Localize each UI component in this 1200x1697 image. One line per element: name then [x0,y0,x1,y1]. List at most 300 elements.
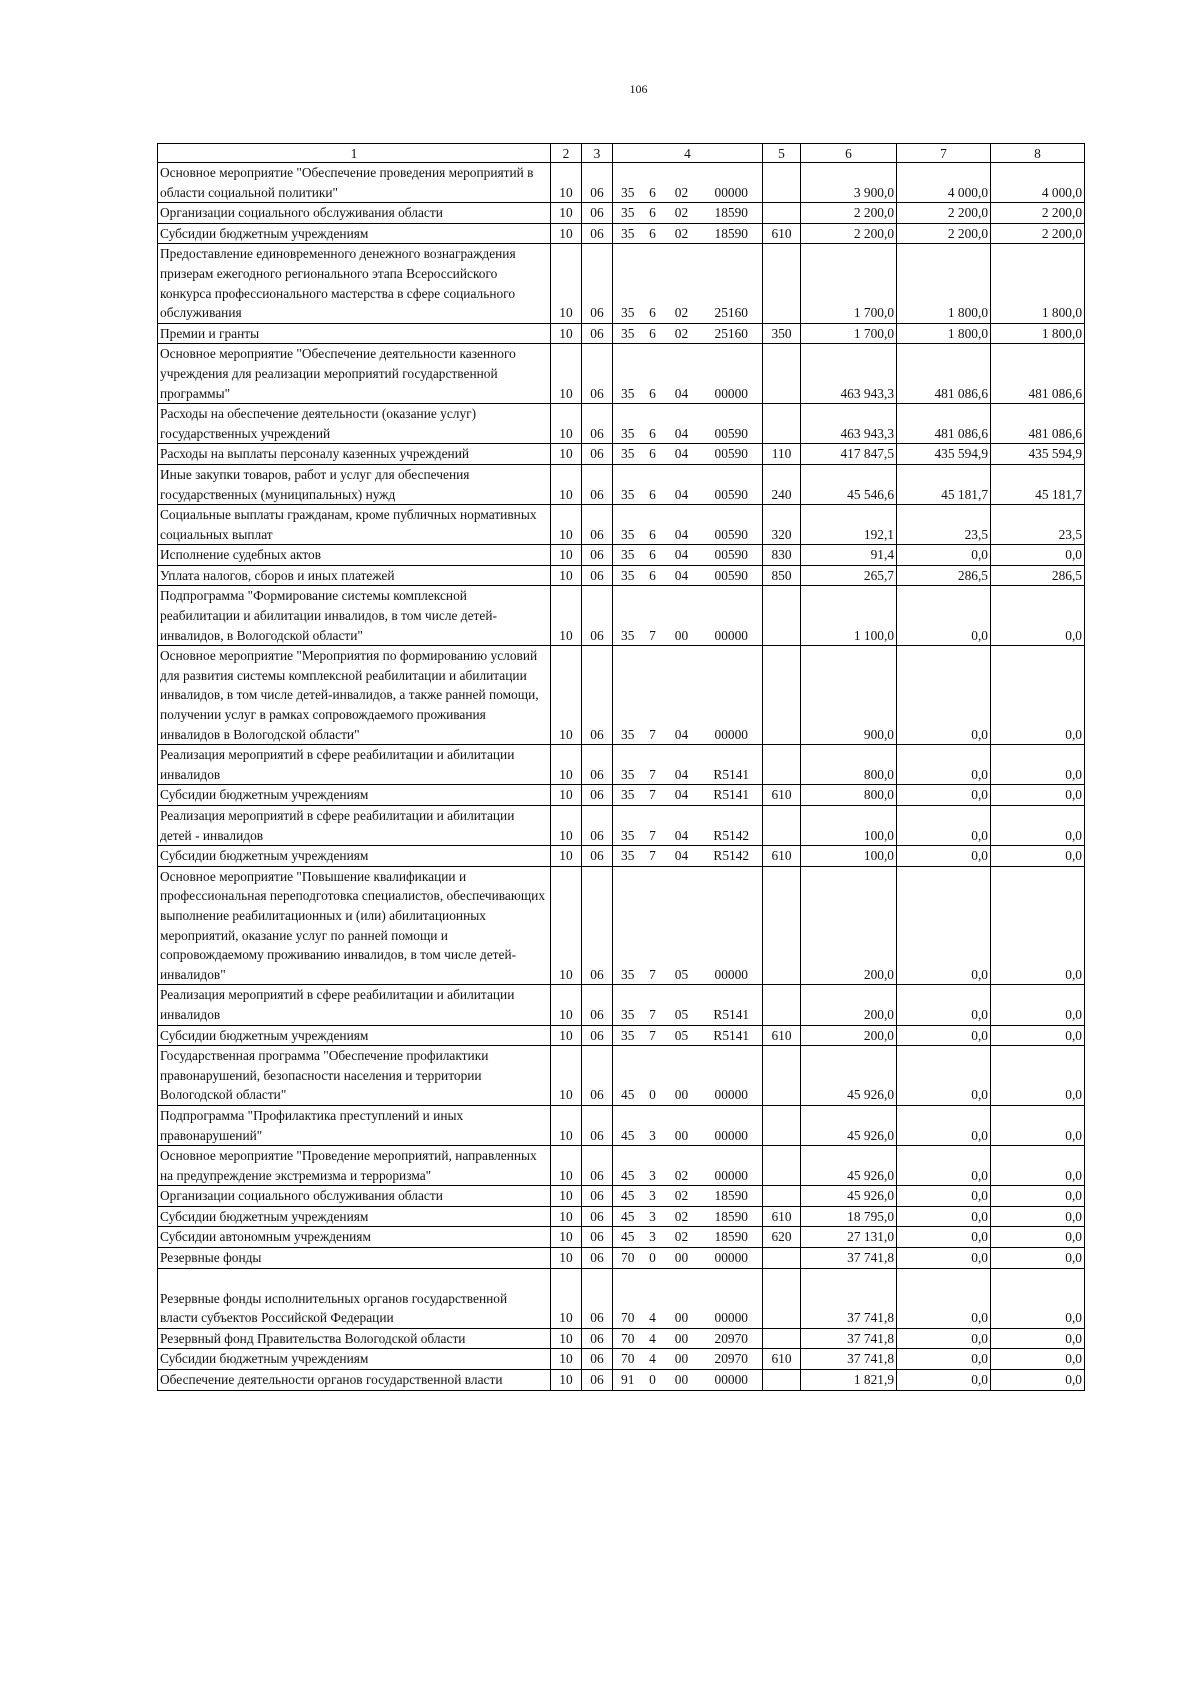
row-amount-col6: 45 926,0 [801,1105,897,1145]
row-section: 10 [551,344,582,404]
row-amount-col8: 1 800,0 [991,244,1085,323]
header-col-2: 2 [551,144,582,163]
table-row [158,545,1085,566]
row-subsection: 06 [582,1268,613,1328]
row-direction-code: 20970 [701,1349,763,1370]
row-expense-type: 320 [763,505,801,545]
row-expense-type: 610 [763,1025,801,1046]
row-event-code: 02 [663,1186,701,1207]
row-amount-col8: 45 181,7 [991,464,1085,504]
row-name: Субсидии бюджетным учреждениям [158,223,551,244]
row-subsection: 06 [582,244,613,323]
table-row [158,464,1085,504]
header-col-4: 4 [613,144,763,163]
row-program-code: 35 [613,404,643,444]
row-program-code: 35 [613,244,643,323]
row-subsection: 06 [582,464,613,504]
row-subprogram-code: 0 [643,1046,663,1106]
row-expense-type [763,1105,801,1145]
row-amount-col8: 0,0 [991,1370,1085,1391]
row-subprogram-code: 3 [643,1206,663,1227]
row-name: Государственная программа "Обеспечение профилактики правонарушений, безопасности населения и территории Вологодской области" [158,1046,551,1106]
row-direction-code: 00000 [701,1046,763,1106]
row-direction-code: 18590 [701,223,763,244]
row-amount-col7: 481 086,6 [897,404,991,444]
row-expense-type [763,163,801,203]
row-amount-col6: 417 847,5 [801,444,897,465]
row-event-code: 04 [663,646,701,745]
row-expense-type [763,586,801,646]
header-col-3: 3 [582,144,613,163]
row-event-code: 02 [663,1227,701,1248]
row-amount-col6: 3 900,0 [801,163,897,203]
row-subprogram-code: 3 [643,1105,663,1145]
table-body [158,163,1085,1391]
row-amount-col6: 91,4 [801,545,897,566]
row-amount-col8: 0,0 [991,1186,1085,1207]
row-name: Уплата налогов, сборов и иных платежей [158,565,551,586]
row-event-code: 04 [663,846,701,867]
row-amount-col6: 37 741,8 [801,1268,897,1328]
row-program-code: 35 [613,344,643,404]
row-program-code: 91 [613,1370,643,1391]
row-amount-col8: 0,0 [991,866,1085,985]
row-section: 10 [551,1268,582,1328]
row-event-code: 04 [663,444,701,465]
row-section: 10 [551,244,582,323]
row-amount-col8: 0,0 [991,1349,1085,1370]
row-amount-col7: 0,0 [897,1146,991,1186]
table-row [158,163,1085,203]
row-program-code: 45 [613,1046,643,1106]
row-amount-col7: 4 000,0 [897,163,991,203]
row-amount-col7: 2 200,0 [897,223,991,244]
row-section: 10 [551,806,582,846]
table-row [158,1370,1085,1391]
row-amount-col6: 200,0 [801,866,897,985]
row-subprogram-code: 4 [643,1268,663,1328]
row-expense-type [763,646,801,745]
table-row [158,866,1085,985]
row-amount-col7: 0,0 [897,1046,991,1106]
row-subprogram-code: 6 [643,444,663,465]
row-program-code: 35 [613,586,643,646]
row-amount-col8: 0,0 [991,785,1085,806]
row-amount-col6: 200,0 [801,1025,897,1046]
row-expense-type: 610 [763,1206,801,1227]
row-event-code: 02 [663,163,701,203]
row-amount-col6: 45 546,6 [801,464,897,504]
row-name: Субсидии автономным учреждениям [158,1227,551,1248]
row-section: 10 [551,444,582,465]
row-amount-col7: 0,0 [897,1227,991,1248]
row-subsection: 06 [582,806,613,846]
row-amount-col6: 27 131,0 [801,1227,897,1248]
row-amount-col7: 0,0 [897,1268,991,1328]
row-amount-col7: 0,0 [897,1186,991,1207]
row-name: Премии и гранты [158,323,551,344]
row-amount-col6: 463 943,3 [801,344,897,404]
row-direction-code: 00000 [701,1370,763,1391]
row-amount-col7: 0,0 [897,1349,991,1370]
row-direction-code: 00000 [701,1146,763,1186]
row-program-code: 35 [613,565,643,586]
row-expense-type: 350 [763,323,801,344]
row-subsection: 06 [582,1105,613,1145]
row-name: Основное мероприятие "Проведение мероприятий, направленных на предупреждение экстремизма и терроризма" [158,1146,551,1186]
row-direction-code: 00000 [701,586,763,646]
row-subprogram-code: 7 [643,846,663,867]
row-section: 10 [551,1227,582,1248]
row-expense-type [763,985,801,1025]
header-col-7: 7 [897,144,991,163]
table-row [158,1206,1085,1227]
row-subprogram-code: 6 [643,565,663,586]
row-subsection: 06 [582,785,613,806]
table-row [158,323,1085,344]
row-subprogram-code: 0 [643,1248,663,1269]
row-expense-type: 610 [763,1349,801,1370]
table-row [158,244,1085,323]
row-amount-col8: 0,0 [991,985,1085,1025]
row-section: 10 [551,1025,582,1046]
row-amount-col8: 2 200,0 [991,223,1085,244]
row-subsection: 06 [582,1248,613,1269]
row-direction-code: R5141 [701,745,763,785]
row-amount-col6: 200,0 [801,985,897,1025]
table-row [158,586,1085,646]
row-amount-col6: 45 926,0 [801,1186,897,1207]
row-subprogram-code: 6 [643,344,663,404]
row-name: Расходы на выплаты персоналу казенных учреждений [158,444,551,465]
row-subprogram-code: 0 [643,1370,663,1391]
row-direction-code: 00000 [701,344,763,404]
row-amount-col6: 37 741,8 [801,1328,897,1349]
row-amount-col8: 0,0 [991,1025,1085,1046]
row-section: 10 [551,1186,582,1207]
row-expense-type: 850 [763,565,801,586]
table-header-row [158,144,1085,163]
row-subprogram-code: 7 [643,745,663,785]
row-amount-col7: 0,0 [897,1206,991,1227]
row-amount-col6: 100,0 [801,846,897,867]
row-direction-code: 18590 [701,1186,763,1207]
row-amount-col8: 0,0 [991,1146,1085,1186]
table-row [158,985,1085,1025]
row-name: Обеспечение деятельности органов государственной власти [158,1370,551,1391]
row-subsection: 06 [582,846,613,867]
row-program-code: 35 [613,1025,643,1046]
row-program-code: 45 [613,1186,643,1207]
row-expense-type: 240 [763,464,801,504]
row-subprogram-code: 7 [643,806,663,846]
row-amount-col7: 286,5 [897,565,991,586]
row-expense-type [763,1248,801,1269]
row-subsection: 06 [582,163,613,203]
row-direction-code: 00000 [701,866,763,985]
row-amount-col8: 435 594,9 [991,444,1085,465]
row-expense-type [763,1370,801,1391]
table-row [158,1046,1085,1106]
row-subprogram-code: 3 [643,1227,663,1248]
row-amount-col8: 23,5 [991,505,1085,545]
row-event-code: 00 [663,1046,701,1106]
row-amount-col8: 0,0 [991,846,1085,867]
row-program-code: 35 [613,505,643,545]
row-event-code: 02 [663,1146,701,1186]
row-name: Основное мероприятие "Повышение квалификации и профессиональная переподготовка специалистов, обеспечивающих выполнение реабилитационных и (или) абилитационных мероприятий, оказание услуг по ранней помощи и сопровождаемому проживанию инвалидов, в том числе детей-инвалидов" [158,866,551,985]
row-amount-col6: 1 700,0 [801,323,897,344]
row-subprogram-code: 7 [643,646,663,745]
row-amount-col8: 0,0 [991,646,1085,745]
row-amount-col6: 1 700,0 [801,244,897,323]
row-amount-col8: 481 086,6 [991,404,1085,444]
row-amount-col7: 0,0 [897,866,991,985]
row-program-code: 35 [613,745,643,785]
row-expense-type: 610 [763,223,801,244]
row-subsection: 06 [582,1025,613,1046]
row-amount-col7: 0,0 [897,745,991,785]
row-subprogram-code: 6 [643,505,663,545]
row-amount-col7: 0,0 [897,545,991,566]
row-section: 10 [551,785,582,806]
row-amount-col6: 18 795,0 [801,1206,897,1227]
row-amount-col7: 435 594,9 [897,444,991,465]
row-section: 10 [551,203,582,224]
budget-table [157,143,1085,1391]
row-event-code: 04 [663,464,701,504]
row-direction-code: R5142 [701,846,763,867]
row-amount-col8: 0,0 [991,745,1085,785]
row-direction-code: R5141 [701,1025,763,1046]
row-event-code: 04 [663,785,701,806]
row-name: Реализация мероприятий в сфере реабилитации и абилитации детей - инвалидов [158,806,551,846]
header-col-1: 1 [158,144,551,163]
row-amount-col8: 0,0 [991,806,1085,846]
row-event-code: 00 [663,1370,701,1391]
row-amount-col8: 0,0 [991,1046,1085,1106]
row-expense-type: 610 [763,785,801,806]
row-section: 10 [551,745,582,785]
row-subprogram-code: 3 [643,1186,663,1207]
row-event-code: 04 [663,745,701,785]
row-expense-type [763,806,801,846]
row-event-code: 00 [663,1268,701,1328]
row-amount-col7: 0,0 [897,1105,991,1145]
row-subprogram-code: 7 [643,1025,663,1046]
row-amount-col7: 0,0 [897,1025,991,1046]
row-amount-col8: 0,0 [991,1268,1085,1328]
table-row [158,785,1085,806]
table-row [158,203,1085,224]
row-expense-type: 610 [763,846,801,867]
row-expense-type: 830 [763,545,801,566]
row-amount-col8: 4 000,0 [991,163,1085,203]
row-subsection: 06 [582,223,613,244]
row-amount-col8: 0,0 [991,1328,1085,1349]
row-direction-code: 00000 [701,1248,763,1269]
table-row [158,1186,1085,1207]
row-name: Основное мероприятие "Мероприятия по формированию условий для развития системы комплексной реабилитации и абилитации инвалидов, в том числе детей-инвалидов, а также ранней помощи, получении услуг в рамках сопровождаемого проживания инвалидов в Вологодской области" [158,646,551,745]
row-program-code: 35 [613,646,643,745]
table-row [158,1105,1085,1145]
row-event-code: 05 [663,866,701,985]
row-program-code: 70 [613,1248,643,1269]
row-subsection: 06 [582,203,613,224]
row-subprogram-code: 6 [643,203,663,224]
row-amount-col8: 1 800,0 [991,323,1085,344]
row-section: 10 [551,985,582,1025]
row-amount-col8: 0,0 [991,1206,1085,1227]
row-name: Реализация мероприятий в сфере реабилитации и абилитации инвалидов [158,985,551,1025]
row-subprogram-code: 4 [643,1328,663,1349]
row-subsection: 06 [582,1206,613,1227]
row-name: Субсидии бюджетным учреждениям [158,846,551,867]
row-amount-col6: 37 741,8 [801,1349,897,1370]
row-program-code: 45 [613,1227,643,1248]
row-amount-col6: 1 100,0 [801,586,897,646]
row-amount-col6: 45 926,0 [801,1046,897,1106]
row-subsection: 06 [582,323,613,344]
row-subsection: 06 [582,505,613,545]
row-name: Резервные фонды [158,1248,551,1269]
row-subsection: 06 [582,586,613,646]
row-direction-code: 25160 [701,323,763,344]
row-amount-col8: 0,0 [991,545,1085,566]
row-event-code: 02 [663,244,701,323]
row-direction-code: R5141 [701,785,763,806]
row-direction-code: 25160 [701,244,763,323]
row-section: 10 [551,545,582,566]
row-amount-col7: 1 800,0 [897,244,991,323]
row-amount-col6: 100,0 [801,806,897,846]
row-name: Резервные фонды исполнительных органов государственной власти субъектов Российской Федерации [158,1268,551,1328]
row-amount-col7: 0,0 [897,985,991,1025]
row-amount-col8: 0,0 [991,1248,1085,1269]
row-amount-col7: 1 800,0 [897,323,991,344]
header-col-5: 5 [763,144,801,163]
row-direction-code: 00590 [701,505,763,545]
table-row [158,565,1085,586]
row-name: Субсидии бюджетным учреждениям [158,785,551,806]
row-expense-type [763,1146,801,1186]
row-expense-type: 110 [763,444,801,465]
row-section: 10 [551,1206,582,1227]
row-section: 10 [551,1105,582,1145]
row-subprogram-code: 6 [643,404,663,444]
row-amount-col8: 0,0 [991,586,1085,646]
row-amount-col8: 2 200,0 [991,203,1085,224]
row-program-code: 70 [613,1268,643,1328]
row-subprogram-code: 3 [643,1146,663,1186]
row-name: Организации социального обслуживания области [158,1186,551,1207]
row-section: 10 [551,1328,582,1349]
row-event-code: 00 [663,1248,701,1269]
row-program-code: 45 [613,1146,643,1186]
row-subprogram-code: 6 [643,323,663,344]
row-subsection: 06 [582,646,613,745]
row-event-code: 04 [663,545,701,566]
row-amount-col8: 0,0 [991,1105,1085,1145]
row-name: Предоставление единовременного денежного вознаграждения призерам ежегодного регионального этапа Всероссийского конкурса профессионального мастерства в сфере социального обслуживания [158,244,551,323]
row-name: Исполнение судебных актов [158,545,551,566]
row-subsection: 06 [582,1146,613,1186]
row-direction-code: 00000 [701,1268,763,1328]
row-amount-col6: 463 943,3 [801,404,897,444]
row-expense-type [763,745,801,785]
row-direction-code: 00000 [701,1105,763,1145]
table-row [158,1146,1085,1186]
row-direction-code: 18590 [701,203,763,224]
row-amount-col6: 2 200,0 [801,223,897,244]
row-section: 10 [551,505,582,545]
row-section: 10 [551,846,582,867]
row-direction-code: 00590 [701,444,763,465]
row-direction-code: 00590 [701,404,763,444]
row-expense-type [763,203,801,224]
row-amount-col6: 1 821,9 [801,1370,897,1391]
row-event-code: 04 [663,565,701,586]
row-direction-code: R5142 [701,806,763,846]
row-subsection: 06 [582,565,613,586]
row-subsection: 06 [582,344,613,404]
row-program-code: 35 [613,985,643,1025]
row-section: 10 [551,1370,582,1391]
table-row [158,745,1085,785]
table-row [158,344,1085,404]
row-event-code: 04 [663,505,701,545]
row-amount-col7: 0,0 [897,1248,991,1269]
row-subsection: 06 [582,745,613,785]
row-subprogram-code: 4 [643,1349,663,1370]
row-name: Резервный фонд Правительства Вологодской области [158,1328,551,1349]
row-name: Реализация мероприятий в сфере реабилитации и абилитации инвалидов [158,745,551,785]
row-subsection: 06 [582,1349,613,1370]
row-direction-code: 18590 [701,1227,763,1248]
row-program-code: 35 [613,464,643,504]
row-subprogram-code: 7 [643,985,663,1025]
row-event-code: 02 [663,323,701,344]
row-direction-code: 18590 [701,1206,763,1227]
row-direction-code: 00590 [701,545,763,566]
row-subprogram-code: 7 [643,586,663,646]
row-amount-col7: 0,0 [897,646,991,745]
row-name: Подпрограмма "Формирование системы комплексной реабилитации и абилитации инвалидов, в том числе детей-инвалидов, в Вологодской области" [158,586,551,646]
row-name: Подпрограмма "Профилактика преступлений и иных правонарушений" [158,1105,551,1145]
row-amount-col6: 192,1 [801,505,897,545]
row-subsection: 06 [582,1046,613,1106]
row-section: 10 [551,404,582,444]
header-col-6: 6 [801,144,897,163]
row-event-code: 04 [663,806,701,846]
row-subsection: 06 [582,985,613,1025]
row-program-code: 35 [613,785,643,806]
row-event-code: 04 [663,344,701,404]
row-subprogram-code: 6 [643,545,663,566]
row-program-code: 35 [613,846,643,867]
table-row [158,1328,1085,1349]
row-subsection: 06 [582,444,613,465]
row-event-code: 00 [663,586,701,646]
row-event-code: 05 [663,1025,701,1046]
row-section: 10 [551,586,582,646]
row-amount-col7: 0,0 [897,785,991,806]
row-amount-col6: 800,0 [801,745,897,785]
row-section: 10 [551,1349,582,1370]
row-direction-code: R5141 [701,985,763,1025]
row-expense-type [763,1268,801,1328]
row-subsection: 06 [582,1370,613,1391]
